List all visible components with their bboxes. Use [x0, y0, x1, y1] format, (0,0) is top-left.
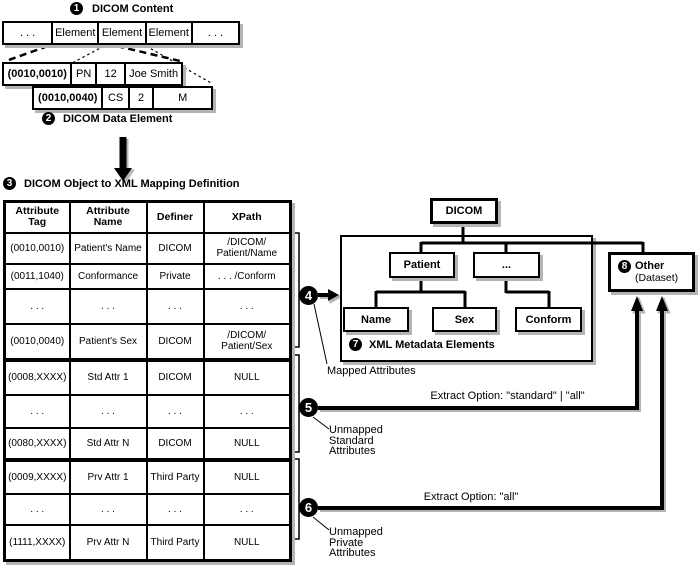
table-cell: . . . [5, 395, 70, 428]
step-4-badge: 4 [299, 286, 318, 305]
element-cell: . . . [191, 23, 238, 43]
vr-cell: CS [101, 88, 127, 108]
table-row [5, 360, 291, 395]
mapping-definition-title: DICOM Object to XML Mapping Definition [24, 178, 240, 190]
table-cell: Prv Attr 1 [70, 460, 147, 494]
table-cell: . . . [204, 395, 291, 428]
table-cell: Conformance [70, 264, 147, 289]
table-cell: NULL [204, 360, 291, 395]
vr-cell: PN [70, 64, 94, 84]
table-cell: . . . [147, 395, 204, 428]
attribute-tag-cell: (0010,0010) [7, 68, 67, 80]
table-cell: DICOM [147, 233, 204, 264]
table-row [5, 395, 291, 428]
table-cell: Third Party [147, 525, 204, 561]
tree-node-ellipsis: ... [473, 252, 540, 278]
table-row [5, 289, 291, 324]
table-cell: (0080,XXXX) [5, 428, 70, 460]
step-5-badge: 5 [299, 398, 318, 417]
table-cell: . . . [70, 289, 147, 324]
table-cell: . . . [70, 395, 147, 428]
table-cell: (0011,1040) [5, 264, 70, 289]
table-cell: Patient's Sex [70, 324, 147, 360]
step-3-badge: 3 [3, 177, 16, 190]
mapped-attributes-label: Mapped Attributes [327, 365, 416, 377]
table-cell: . . . [5, 289, 70, 324]
table-cell: /DICOM/ Patient/Sex [204, 324, 291, 360]
table-header-cell: Definer [147, 202, 204, 233]
table-cell: (0010,0010) [5, 233, 70, 264]
dicom-data-element-title: DICOM Data Element [63, 113, 173, 125]
table-cell: . . . [204, 494, 291, 525]
table-cell: Prv Attr N [70, 525, 147, 561]
table-cell: (0009,XXXX) [5, 460, 70, 494]
table-cell: . . . [70, 494, 147, 525]
table-cell: NULL [204, 525, 291, 561]
tree-node-sex: Sex [432, 307, 497, 332]
element-cell: Element [51, 23, 97, 43]
table-cell: Std Attr 1 [70, 360, 147, 395]
table-cell: (0010,0040) [5, 324, 70, 360]
table-cell: . . . [204, 289, 291, 324]
dicom-content-title: DICOM Content [92, 3, 174, 15]
other-dataset-box [608, 252, 695, 292]
table-cell: Std Attr N [70, 428, 147, 460]
table-cell: . . . [5, 494, 70, 525]
table-cell: NULL [204, 428, 291, 460]
length-cell: 2 [128, 88, 152, 108]
table-cell: (0008,XXXX) [5, 360, 70, 395]
table-cell: (1111,XXXX) [5, 525, 70, 561]
table-row [5, 233, 291, 264]
table-header-cell: Attribute Name [70, 202, 147, 233]
table-cell: NULL [204, 460, 291, 494]
table-row [5, 324, 291, 360]
tree-node-dicom: DICOM [430, 198, 498, 224]
tree-node-patient: Patient [389, 252, 455, 278]
value-cell: Joe Smith [124, 64, 181, 84]
table-header-cell: Attribute Tag [5, 202, 70, 233]
element-cell: Element [97, 23, 144, 43]
table-row [5, 494, 291, 525]
table-header-cell: XPath [204, 202, 291, 233]
unmapped-standard-attributes-label: Unmapped Standard Attributes [329, 424, 383, 457]
step-2-badge: 2 [42, 112, 55, 125]
table-cell: Third Party [147, 460, 204, 494]
extract-option-standard-label: Extract Option: "standard" | "all" [430, 390, 585, 402]
length-cell: 12 [95, 64, 124, 84]
table-cell: DICOM [147, 324, 204, 360]
extract-option-all-label: Extract Option: "all" [423, 491, 519, 503]
step-8-badge: 8 [618, 260, 631, 273]
other-label: Other [635, 260, 665, 272]
tree-node-conform: Conform [515, 307, 582, 332]
data-element-row-2 [32, 86, 213, 110]
table-row [5, 525, 291, 561]
table-row [5, 264, 291, 289]
table-cell: . . . /Conform [204, 264, 291, 289]
table-row [5, 428, 291, 460]
mapping-table [3, 200, 292, 562]
attribute-tag-cell: (0010,0040) [38, 92, 98, 104]
value-cell: M [152, 88, 211, 108]
element-row [2, 21, 240, 45]
element-cell: . . . [19, 27, 36, 39]
table-cell: Private [147, 264, 204, 289]
table-cell: Patient's Name [70, 233, 147, 264]
step-1-badge: 1 [70, 2, 83, 15]
table-cell: . . . [147, 289, 204, 324]
data-element-row-1 [2, 62, 183, 86]
other-sublabel: (Dataset) [635, 272, 679, 284]
table-row [5, 460, 291, 494]
table-cell: DICOM [147, 428, 204, 460]
unmapped-private-attributes-label: Unmapped Private Attributes [329, 526, 383, 559]
element-cell: Element [145, 23, 191, 43]
step-6-badge: 6 [299, 498, 318, 517]
tree-node-name: Name [343, 307, 409, 332]
table-cell: . . . [147, 494, 204, 525]
step-7-badge: 7 [349, 338, 362, 351]
table-cell: DICOM [147, 360, 204, 395]
xml-metadata-elements-label: XML Metadata Elements [369, 339, 495, 351]
table-cell: /DICOM/ Patient/Name [204, 233, 291, 264]
table-header-row [5, 202, 291, 233]
